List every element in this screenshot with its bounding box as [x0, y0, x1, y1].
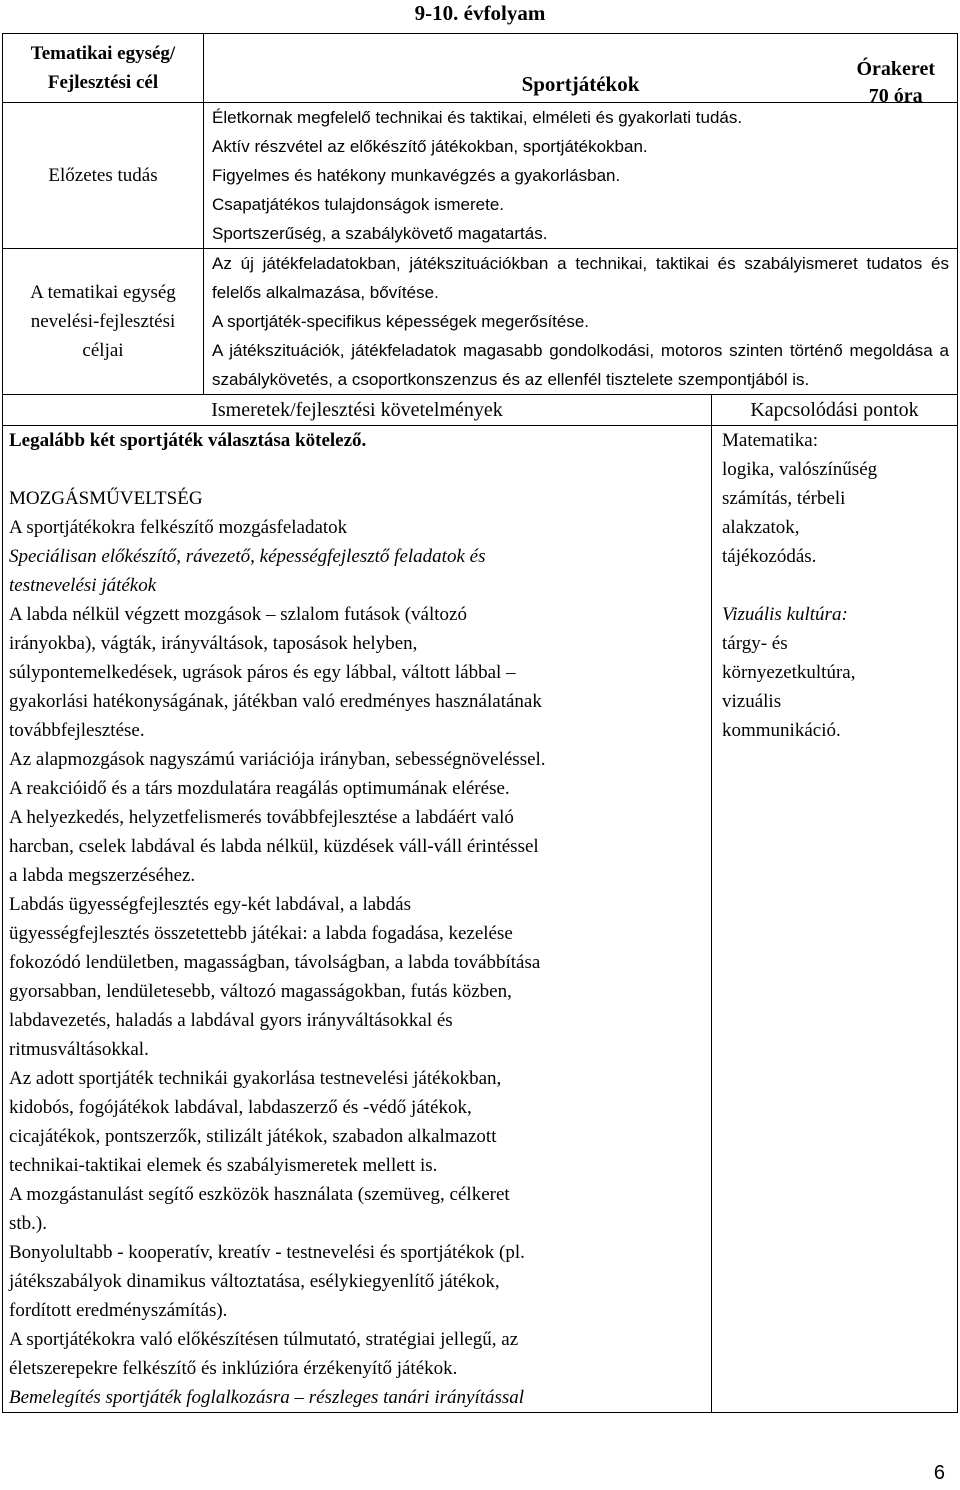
content-line: irányokba), vágták, irányváltások, taposások helyben,	[9, 633, 418, 654]
math-line: logika, valószínűség	[722, 459, 878, 480]
content-line: ügyességfejlesztés összetettebb játékai: a labda fogadása, kezelése	[9, 923, 513, 944]
content-line: Az alapmozgások nagyszámú variációja irányban, sebességnöveléssel.	[9, 749, 546, 770]
prior-knowledge-line: Életkornak megfelelő technikai és taktikai, elméleti és gyakorlati tudás.	[212, 108, 743, 127]
content-line: fokozódó lendületben, magasságban, távolságban, a labda továbbítása	[9, 952, 541, 973]
connections-header: Kapcsolódási pontok	[712, 395, 958, 426]
visual-line: környezetkultúra,	[722, 662, 856, 683]
content-line: Bemelegítés sportjáték foglalkozásra – részleges tanári irányítással	[9, 1387, 525, 1408]
math-line: számítás, térbeli	[722, 488, 846, 509]
content-line: továbbfejlesztése.	[9, 720, 145, 741]
visual-label: Vizuális kultúra:	[722, 604, 848, 625]
content-line: A helyezkedés, helyzetfelismerés továbbfejlesztése a labdáért való	[9, 807, 514, 828]
content-line: gyakorlási hatékonyságának, játékban való eredményes használatának	[9, 691, 542, 712]
content-line: gyorsabban, lendületesebb, változó magasságokban, futás közben,	[9, 981, 512, 1002]
topic-label: Tematikai egység/ Fejlesztési cél	[30, 43, 176, 93]
prior-knowledge-label-cell	[3, 103, 204, 249]
content-line: harcban, cselek labdával és labda nélkül, küzdések váll-váll érintéssel	[9, 836, 539, 857]
prior-knowledge-line: Aktív részvétel az előkészítő játékokban, sportjátékokban.	[212, 137, 648, 156]
spacer	[722, 571, 947, 600]
content-line: ritmusváltásokkal.	[9, 1039, 149, 1060]
row-topic	[3, 34, 958, 103]
goals-cell	[204, 249, 958, 395]
goals-paragraph: Az új játékfeladatokban, játékszituációkban a technikai, taktikai és szabályismeret tudatos és felelős alkalmazása, bővítése.	[212, 254, 949, 302]
mandatory-note: Legalább két sportjáték választása kötelező.	[9, 430, 367, 451]
content-lines	[9, 542, 705, 1412]
content-line: Speciálisan előkészítő, rávezető, képességfejlesztő feladatok és	[9, 546, 486, 567]
content-line: Labdás ügyességfejlesztés egy-két labdával, a labdás	[9, 894, 412, 915]
content-line: fordított eredményszámítás).	[9, 1300, 228, 1321]
grade-heading: 9-10. évfolyam	[414, 1, 546, 25]
math-label: Matematika:	[722, 430, 819, 451]
topic-label-cell	[3, 34, 204, 103]
goals-paragraph: A sportjáték-specifikus képességek megerősítése.	[212, 312, 590, 331]
connections-cell	[712, 426, 958, 1413]
spacer	[9, 455, 705, 484]
topic-title-cell	[204, 34, 958, 107]
prior-knowledge-line: Figyelmes és hatékony munkavégzés a gyakorlásban.	[212, 166, 621, 185]
content-line: Bonyolultabb - kooperatív, kreatív - testnevelési és sportjátékok (pl.	[9, 1242, 525, 1263]
prior-knowledge-label: Előzetes tudás	[48, 165, 158, 186]
section-title: MOZGÁSMŰVELTSÉG	[9, 488, 203, 509]
content-line: labdavezetés, haladás a labdával gyors irányváltásokkal és	[9, 1010, 453, 1031]
prior-knowledge-cell	[204, 103, 958, 249]
content-line: cicajátékok, pontszerzők, stilizált játékok, szabadon alkalmazott	[9, 1126, 497, 1147]
row-prior-knowledge	[3, 103, 958, 249]
content-line: súlypontemelkedések, ugrások páros és egy lábbal, váltott lábbal –	[9, 662, 516, 683]
content-line: a labda megszerzéséhez.	[9, 865, 196, 886]
math-line: tájékozódás.	[722, 546, 817, 567]
content-line: A labda nélkül végzett mozgások – szlalom futások (változó	[9, 604, 467, 625]
content-line: testnevelési játékok	[9, 575, 157, 596]
visual-line: vizuális	[722, 691, 782, 712]
content-line: A mozgástanulást segítő eszközök használata (szemüveg, célkeret	[9, 1184, 510, 1205]
content-line: Az adott sportjáték technikái gyakorlása testnevelési játékokban,	[9, 1068, 502, 1089]
content-line: kidobós, fogójátékok labdával, labdaszerző és -védő játékok,	[9, 1097, 472, 1118]
subsection-title: A sportjátékokra felkészítő mozgásfeladatok	[9, 517, 348, 538]
topic-title: Sportjátékok	[521, 72, 640, 96]
goals-paragraph: A játékszituációk, játékfeladatok magasabb gondolkodási, motoros szinten történő megoldása a szabálykövetés, a csoportkonszenzus és az ellenfél tisztelete szempontjából is.	[212, 341, 949, 389]
row-content	[3, 426, 958, 1413]
visual-line: kommunikáció.	[722, 720, 841, 741]
curriculum-table	[2, 33, 958, 1413]
requirements-header: Ismeretek/fejlesztési követelmények	[3, 395, 712, 426]
prior-knowledge-line: Sportszerűség, a szabálykövető magatartás.	[212, 224, 548, 243]
visual-line: tárgy- és	[722, 633, 788, 654]
row-column-headers	[3, 395, 958, 426]
row-goals	[3, 249, 958, 395]
content-line: A reakcióidő és a társ mozdulatára reagálás optimumának elérése.	[9, 778, 510, 799]
prior-knowledge-line: Csapatjátékos tulajdonságok ismerete.	[212, 195, 504, 214]
goals-label: A tematikai egység nevelési-fejlesztési céljai	[30, 282, 176, 361]
goals-label-cell	[3, 249, 204, 395]
hours-box	[857, 56, 936, 110]
requirements-cell	[3, 426, 712, 1413]
content-line: technikai-taktikai elemek és szabályismeretek mellett is.	[9, 1155, 438, 1176]
content-line: játékszabályok dinamikus változtatása, esélykiegyenlítő játékok,	[9, 1271, 500, 1292]
hours-value: 70 óra	[868, 85, 923, 107]
math-line: alakzatok,	[722, 517, 800, 538]
content-line: stb.).	[9, 1213, 47, 1234]
content-line: A sportjátékokra való előkészítésen túlmutató, stratégiai jellegű, az	[9, 1329, 519, 1350]
hours-label: Órakeret	[856, 58, 935, 80]
page-number: 6	[933, 1462, 945, 1484]
content-line: életszerepekre felkészítő és inklúzióra érzékenyítő játékok.	[9, 1358, 458, 1379]
